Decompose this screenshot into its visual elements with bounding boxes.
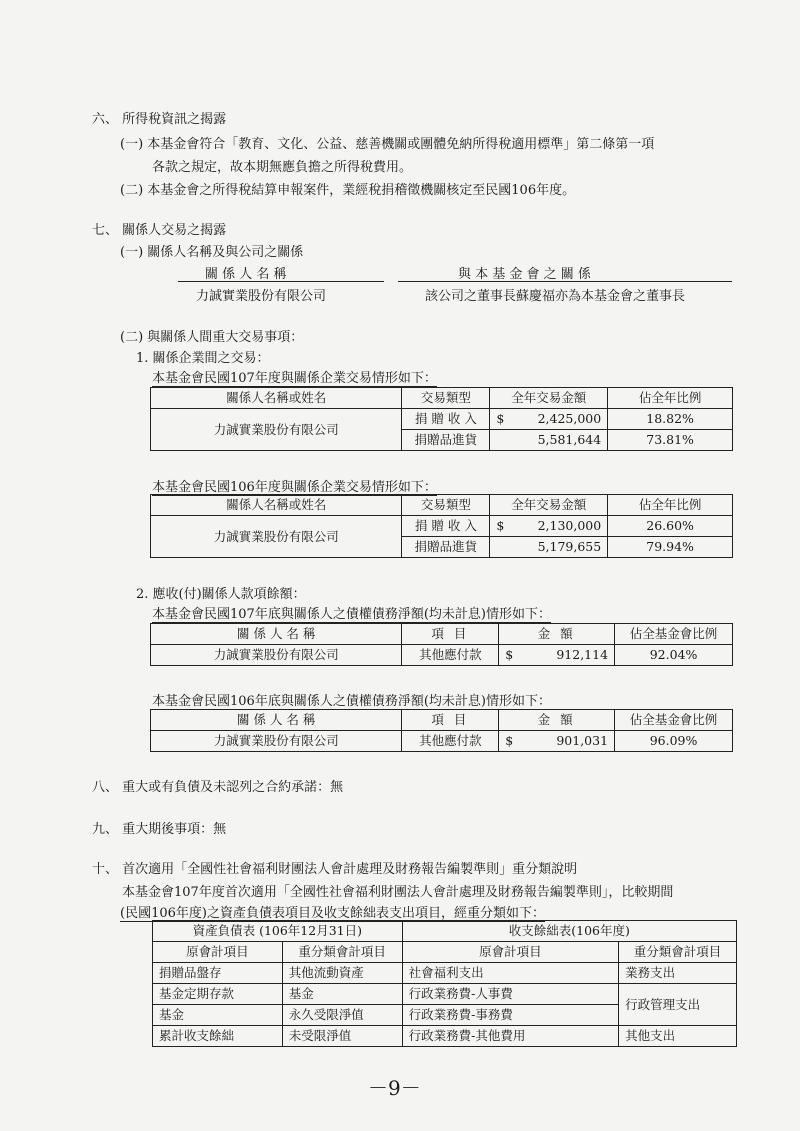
tx-ratio: 26.60% — [608, 516, 733, 537]
header-item: 項 目 — [402, 710, 499, 731]
bs-reclassified: 基金 — [282, 984, 402, 1005]
page-number: －9－ — [368, 1076, 421, 1100]
header-amount: 全年交易金額 — [490, 495, 608, 516]
header-amount: 金 額 — [499, 624, 615, 645]
amount-value: 901,031 — [556, 733, 609, 748]
relation-header-name: 關 係 人 名 稱 — [205, 267, 287, 282]
section-9-title: 九、 重大期後事項：無 — [92, 822, 227, 837]
balance-sheet-title: 資產負債表 (106年12月31日) — [153, 921, 403, 942]
tx-amount — [490, 409, 608, 430]
table-107-caption: 本基金會民國107年度與關係企業交易情形如下： — [152, 367, 437, 387]
balance-table-106 — [150, 709, 733, 752]
is-reclassified: 業務支出 — [619, 963, 737, 984]
tx-type: 捐 贈 收 入 — [402, 409, 490, 430]
header-ratio: 佔全基金會比例 — [615, 710, 733, 731]
party-name: 力誠實業股份有限公司 — [151, 731, 402, 752]
tx-ratio: 18.82% — [608, 409, 733, 430]
bs-original: 基金定期存款 — [153, 984, 283, 1005]
tx-type: 捐贈品進貨 — [402, 537, 490, 558]
balance-ratio: 92.04% — [615, 645, 733, 666]
header-type: 交易類型 — [402, 495, 490, 516]
currency-symbol: $ — [505, 733, 514, 748]
balance-table-107 — [150, 623, 733, 666]
balance-106-caption: 本基金會民國106年底與關係人之債權債務淨額(均未計息)情形如下： — [152, 690, 551, 710]
relation-rule-left — [178, 281, 384, 282]
balance-amount — [499, 731, 615, 752]
relation-header-desc: 與 本 基 金 會 之 關 係 — [458, 267, 591, 282]
tx-type: 捐 贈 收 入 — [402, 516, 490, 537]
bs-original: 基金 — [153, 1005, 283, 1026]
balance-item: 其他應付款 — [402, 731, 499, 752]
tx-amount — [490, 516, 608, 537]
header-original-account: 原會計項目 — [402, 942, 618, 963]
header-name: 關係人名稱或姓名 — [151, 495, 402, 516]
relation-rule-right — [398, 281, 732, 282]
is-reclassified: 行政管理支出 — [619, 984, 737, 1026]
section-10-title: 十、 首次適用「全國性社會福利財團法人會計處理及財務報告編製準則」重分類說明 — [92, 862, 578, 877]
is-reclassified: 其他支出 — [619, 1026, 737, 1047]
header-ratio: 佔全年比例 — [608, 388, 733, 409]
header-name: 關 係 人 名 稱 — [151, 624, 402, 645]
section-6-para-1b: 各款之規定，故本期無應負擔之所得稅費用。 — [152, 160, 413, 175]
bs-original: 捐贈品盤存 — [153, 963, 283, 984]
section-7-title: 七、 關係人交易之揭露 — [92, 223, 227, 238]
header-original-account: 原會計項目 — [153, 942, 283, 963]
balance-ratio: 96.09% — [615, 731, 733, 752]
bs-original: 累計收支餘絀 — [153, 1026, 283, 1047]
section-6-title: 六、 所得稅資訊之揭露 — [92, 112, 227, 127]
header-ratio: 佔全年比例 — [608, 495, 733, 516]
table-106-caption: 本基金會民國106年度與關係企業交易情形如下： — [152, 476, 437, 496]
bs-reclassified: 永久受限淨值 — [282, 1005, 402, 1026]
is-original: 社會福利支出 — [402, 963, 618, 984]
is-original: 行政業務費-事務費 — [402, 1005, 618, 1026]
transaction-table-106 — [150, 494, 733, 558]
amount-value: 2,425,000 — [537, 411, 602, 426]
header-ratio: 佔全基金會比例 — [615, 624, 733, 645]
header-amount: 金 額 — [499, 710, 615, 731]
balance-item: 其他應付款 — [402, 645, 499, 666]
income-statement-title: 收支餘絀表(106年度) — [402, 921, 736, 942]
item-2-label: 2. 應收(付)關係人款項餘額： — [136, 587, 306, 602]
bs-reclassified: 未受限淨值 — [282, 1026, 402, 1047]
currency-symbol: $ — [496, 518, 505, 533]
section-8-title: 八、 重大或有負債及未認列之合約承諾：無 — [92, 780, 344, 795]
is-original: 行政業務費-人事費 — [402, 984, 618, 1005]
tx-amount: 5,179,655 — [490, 537, 608, 558]
party-name: 力誠實業股份有限公司 — [151, 409, 402, 451]
currency-symbol: $ — [496, 411, 505, 426]
relation-name: 力誠實業股份有限公司 — [196, 289, 327, 304]
section-6-para-2: (二) 本基金會之所得稅結算申報案件，業經稅捐稽徵機關核定至民國106年度。 — [120, 183, 576, 198]
section-10-para-2: (民國106年度)之資產負債表項目及收支餘絀表支出項目，經重分類如下： — [120, 902, 545, 922]
balance-107-caption: 本基金會民國107年底與關係人之債權債務淨額(均未計息)情形如下： — [152, 603, 551, 623]
header-amount: 全年交易金額 — [490, 388, 608, 409]
amount-value: 2,130,000 — [537, 518, 602, 533]
reclassification-table — [152, 920, 737, 1047]
item-1-label: 1. 關係企業間之交易： — [136, 351, 270, 366]
amount-value: 912,114 — [556, 647, 609, 662]
currency-symbol: $ — [505, 647, 514, 662]
tx-amount: 5,581,644 — [490, 430, 608, 451]
party-name: 力誠實業股份有限公司 — [151, 516, 402, 558]
section-6-para-1a: (一) 本基金會符合「教育、文化、公益、慈善機關或團體免納所得稅適用標準」第二條第一項 — [120, 137, 655, 152]
tx-ratio: 79.94% — [608, 537, 733, 558]
header-name: 關 係 人 名 稱 — [151, 710, 402, 731]
section-7-sub-1: (一) 關係人名稱及與公司之關係 — [120, 245, 304, 260]
party-name: 力誠實業股份有限公司 — [151, 645, 402, 666]
header-type: 交易類型 — [402, 388, 490, 409]
transaction-table-107 — [150, 387, 733, 451]
header-reclassified-account: 重分類會計項目 — [282, 942, 402, 963]
section-10-para-1: 本基金會107年度首次適用「全國性社會福利財團法人會計處理及財務報告編製準則」，比較期間 — [122, 885, 674, 900]
is-original: 行政業務費-其他費用 — [402, 1026, 618, 1047]
header-reclassified-account: 重分類會計項目 — [619, 942, 737, 963]
tx-ratio: 73.81% — [608, 430, 733, 451]
tx-type: 捐贈品進貨 — [402, 430, 490, 451]
header-item: 項 目 — [402, 624, 499, 645]
header-name: 關係人名稱或姓名 — [151, 388, 402, 409]
balance-amount — [499, 645, 615, 666]
section-7-sub-2: (二) 與關係人間重大交易事項： — [120, 330, 304, 345]
bs-reclassified: 其他流動資產 — [282, 963, 402, 984]
relation-desc: 該公司之董事長蘇慶福亦為本基金會之董事長 — [425, 289, 686, 304]
